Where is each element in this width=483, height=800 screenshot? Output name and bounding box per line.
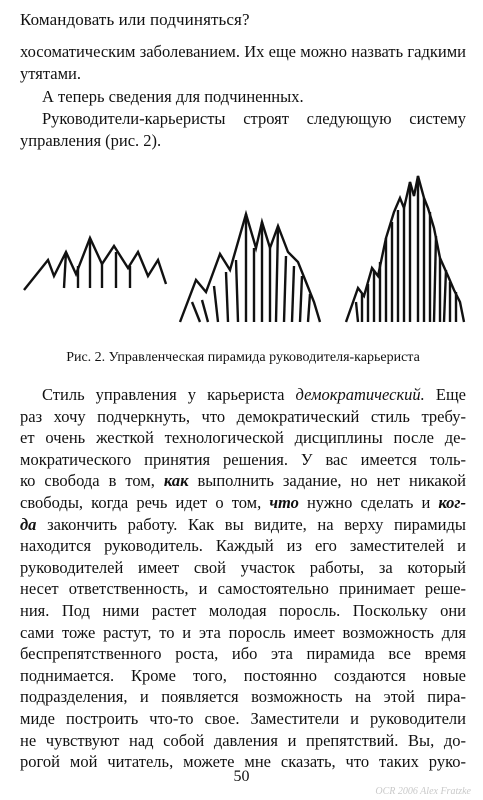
intro-paragraph-3-text: Руководители-карьеристы строят следующую систему управления (рис. 2).	[20, 109, 466, 150]
text-span: выполнить задание, но нет никакой	[188, 471, 466, 491]
text-line: ет очень жесткой технологической дисциплины после де-	[20, 428, 466, 448]
emphasis-word: демократический.	[295, 385, 425, 404]
figure-caption: Рис. 2. Управленческая пирамида руководителя-карьериста	[66, 350, 420, 365]
intro-paragraph-1: хосоматическим заболеванием. Их еще можно назвать гадкими утятами.	[20, 42, 466, 83]
text-line: мократического принятия решения. У вас имеется толь-	[20, 449, 466, 469]
text-line: поднимается. Кроме того, постоянно создаются новые	[20, 665, 466, 685]
text-line: беспрепятственного роста, ибо эта пирамида все время	[20, 644, 466, 664]
text-line: раз хочу подчеркнуть, что демократический стиль требу-	[20, 406, 466, 426]
text-line: сами тоже растут, то и эта поросль имеет возможность для	[20, 622, 466, 642]
text-line: не чувствуют над собой давления и препятствий. Вы, до-	[20, 730, 466, 750]
pyramid-figure	[20, 152, 466, 332]
text-line	[20, 384, 466, 406]
page-number: 50	[233, 768, 250, 785]
emphasis-word: ког-	[438, 492, 466, 512]
small-pyramid-stems	[64, 238, 130, 288]
text-span: Еще	[424, 385, 466, 404]
text-line	[20, 492, 466, 514]
text-line	[20, 470, 466, 492]
running-title: Командовать или подчиняться?	[20, 10, 250, 29]
text-line: рогой мой читатель, можете мне сказать, что таких руко-	[20, 752, 466, 772]
emphasis-word: да	[20, 514, 37, 534]
text-span: закончить работу. Как вы видите, на верху пирамиды	[36, 514, 466, 534]
text-span: ко свобода в том,	[20, 471, 164, 491]
text-span: Стиль управления у карьериста	[42, 385, 296, 404]
ocr-watermark: OCR 2006 Alex Fratzke	[375, 786, 471, 797]
text-line: ния. Под ними растет молодая поросль. Поскольку они	[20, 600, 466, 620]
intro-paragraph-2-text: А теперь сведения для подчиненных.	[42, 87, 304, 106]
medium-pyramid	[180, 214, 320, 322]
intro-paragraph-3	[20, 108, 466, 151]
emphasis-word: как	[163, 471, 189, 491]
text-line: миде построить что-то свое. Заместители и руководители	[20, 708, 466, 728]
text-span: нужно сделать и	[298, 492, 439, 512]
text-line: находится руководитель. Каждый из его заместителей и	[20, 536, 466, 556]
intro-paragraph-2	[20, 86, 466, 108]
text-span: свободы, когда речь идет о том,	[20, 492, 270, 512]
text-line: руководителей имеет свой участок работы, за который	[20, 557, 466, 577]
body-paragraph	[20, 384, 466, 773]
text-line	[20, 514, 466, 536]
text-line: подразделения, и появляется возможность на этой пира-	[20, 687, 466, 707]
small-pyramid	[24, 238, 166, 290]
emphasis-word: что	[269, 492, 299, 512]
text-line: несет ответственность, и самостоятельно принимает реше-	[20, 579, 466, 599]
